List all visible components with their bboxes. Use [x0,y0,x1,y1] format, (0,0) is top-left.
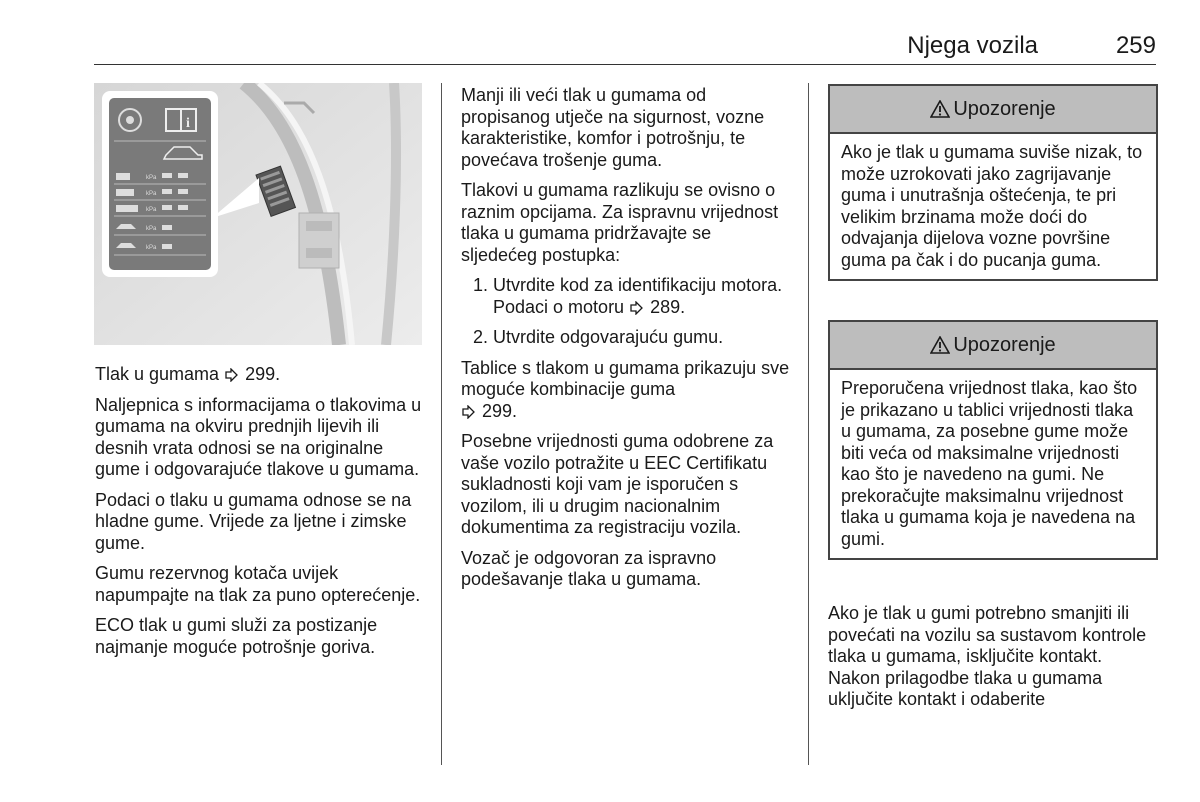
column-2 [461,85,791,600]
page-reference[interactable]: 299. [482,400,518,421]
cross-reference-arrow-icon [629,297,645,319]
warning-text: Ako je tlak u gumama suviše nizak, to može uzrokovati jako zagrijavanje guma i unutrašnja oštećenja, te pri velikim brzinama može doći do odvajanja dijelova vozne površine guma pa čak i do pucanja guma. [841,142,1143,270]
paragraph: ECO tlak u gumi služi za postizanje najmanje moguće potrošnje goriva. [95,615,378,657]
column-divider [808,83,809,765]
svg-text:i: i [186,116,190,131]
column-1 [95,364,427,667]
warning-text: Preporučena vrijednost tlaka, kao što je prikazano u tablici vrijednosti tlaka u gumama, za posebne gume može biti veća od maksimalne vrijednosti kao što je navedeno na gumi. Ne prekoračujte maksimalnu vrijednost tlaka u gumama koja je navedena na gumi. [841,378,1138,549]
paragraph [95,364,427,386]
page-reference[interactable]: 299. [245,364,281,384]
column-divider [441,83,442,765]
list-item [493,275,791,318]
paragraph: Podaci o tlaku u gumama odnose se na hladne gume. Vrijede za ljetne i zimske gume. [95,489,412,553]
door-frame-illustration [94,83,422,345]
paragraph: Posebne vrijednosti guma odobrene za vaše vozilo potražite u EEC Certifikatu sukladnosti koji vam je isporučen s vozilom, ili u drugim nacionalnim dokumentima za registraciju vozila. [461,431,774,537]
warning-box [828,84,1158,281]
section-title: Njega vozila [907,32,1038,59]
paragraph [461,358,791,423]
svg-text:kPa: kPa [146,226,157,232]
warning-triangle-icon [930,89,950,135]
cross-reference-arrow-icon [461,401,477,423]
svg-text:kPa: kPa [146,191,157,197]
column-3-text [828,603,1158,720]
tyre-pressure-label-figure [94,83,422,345]
svg-text:kPa: kPa [146,207,157,213]
paragraph-text: Tablice s tlakom u gumama prikazuju sve moguće kombinacije guma [461,357,790,399]
svg-text:kPa: kPa [146,175,157,181]
paragraph-text: Tlak u gumama [95,364,220,384]
warning-title: Upozorenje [953,98,1056,120]
warning-box [828,320,1158,560]
paragraph: Tlakovi u gumama razlikuju se ovisno o raznim opcijama. Za ispravnu vrijednost tlaka u gumama pridržavajte se sljedećeg postupka: [461,180,779,265]
warning-header [830,86,1156,134]
warning-header [830,322,1156,370]
paragraph: Naljepnica s informacijama o tlakovima u gumama na okviru prednjih lijevih ili desnih vrata odnosi se na originalne gume i odgovarajuće tlakove u gumama. [95,394,422,479]
list-item-text: Utvrdite kod za identifikaciju motora. Podaci o motoru [493,275,783,317]
warning-triangle-icon [930,325,950,371]
svg-text:kPa: kPa [146,245,157,251]
procedure-list [461,275,791,349]
paragraph: Manji ili veći tlak u gumama od propisanog utječe na sigurnost, vozne karakteristike, komfor i potrošnju, te povećava trošenje guma. [461,85,765,170]
warning-title: Upozorenje [953,334,1056,356]
paragraph: Vozač je odgovoran za ispravno podešavanje tlaka u gumama. [461,547,717,589]
page-reference[interactable]: 289. [650,296,686,317]
paragraph: Gumu rezervnog kotača uvijek napumpajte na tlak za puno opterećenje. [95,563,421,605]
paragraph: Ako je tlak u gumi potrebno smanjiti ili povećati na vozilu sa sustavom kontrole tlaka u gumama, isključite kontakt. Nakon prilagodbe tlaka u gumama uključite kontakt i odaberite [828,603,1147,709]
cross-reference-arrow-icon [224,364,240,386]
list-item: 2. Utvrdite odgovarajuću gumu. [493,327,791,349]
page-number: 259 [1115,32,1156,59]
page-header [94,28,1156,65]
